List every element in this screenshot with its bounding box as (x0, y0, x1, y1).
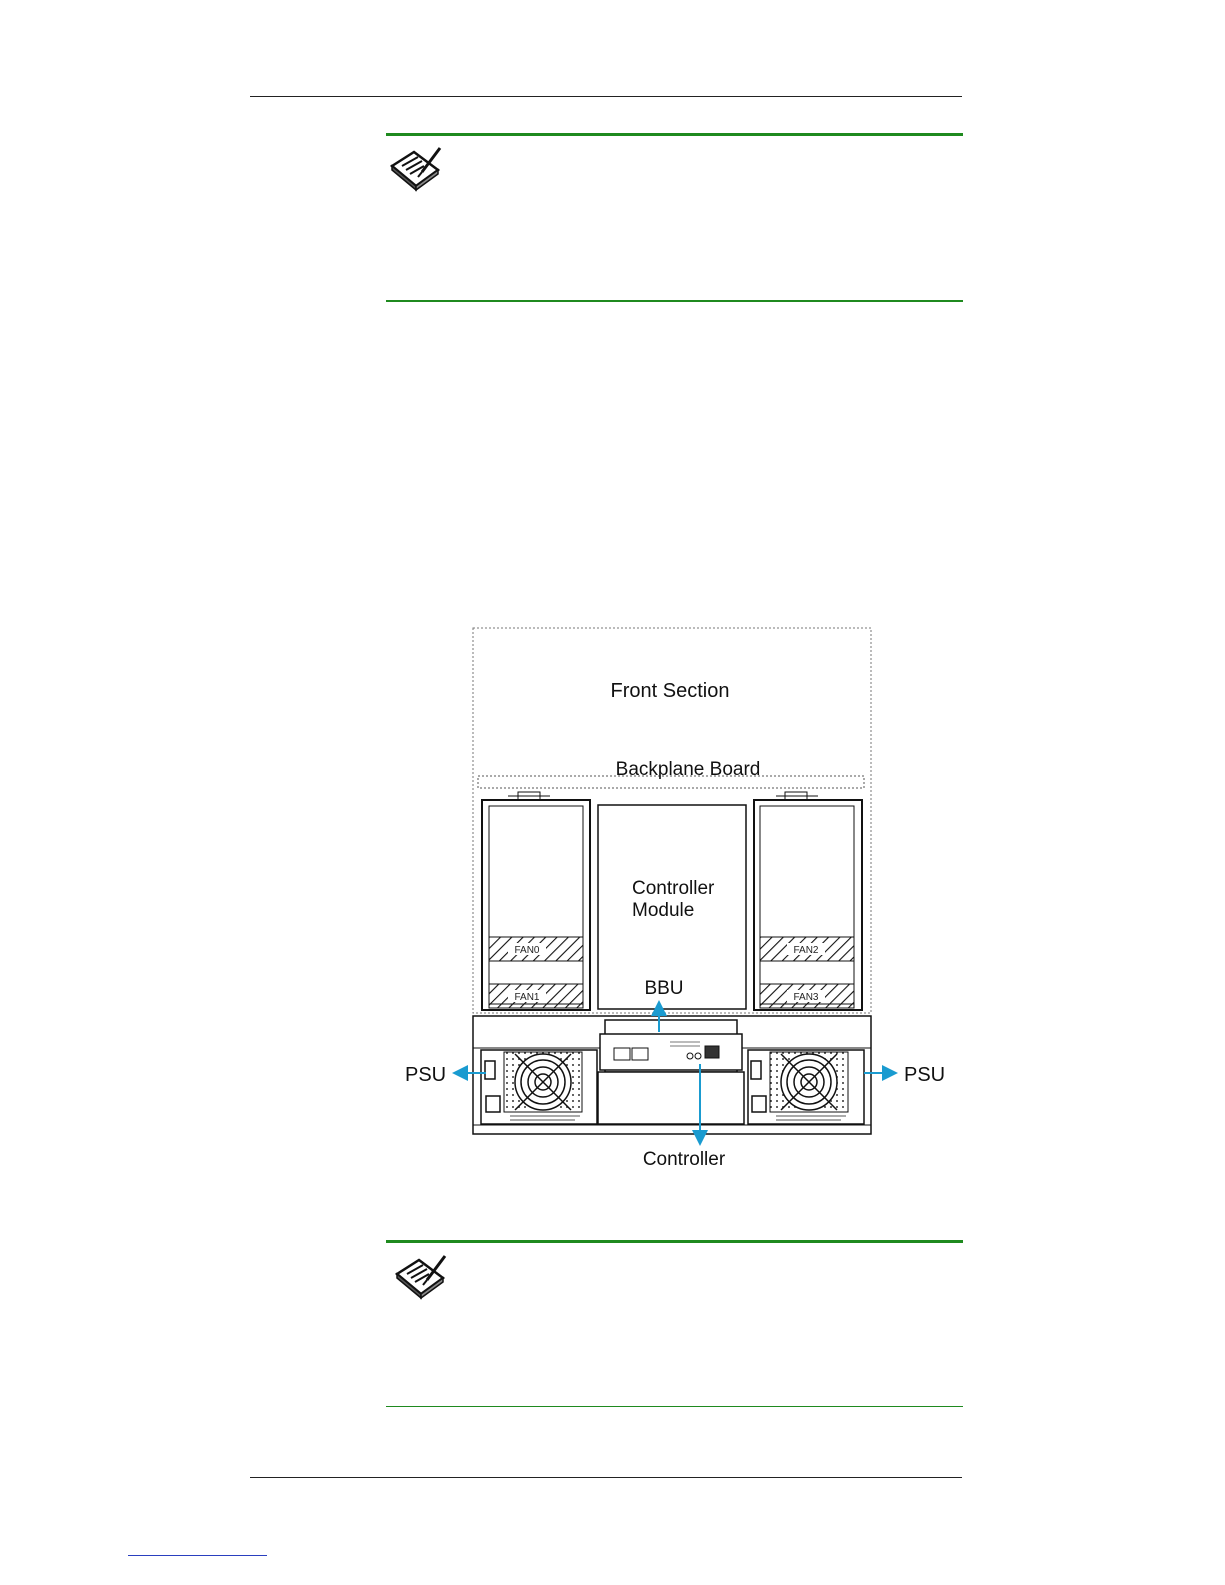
note-bottom-rule-2 (386, 1406, 963, 1407)
controller-board (600, 1034, 742, 1070)
footer-rule (250, 1477, 962, 1478)
backplane-board-label: Backplane Board (615, 759, 761, 780)
fan2-label: FAN2 (793, 945, 819, 956)
note-pencil-icon (393, 1252, 449, 1308)
psu-right-label: PSU (904, 1064, 946, 1086)
note-top-rule-2 (386, 1240, 963, 1243)
controller-module-label-line2: Module (632, 900, 695, 921)
bbu-label: BBU (644, 978, 684, 999)
front-section-label: Front Section (610, 680, 730, 702)
controller-module-label-line1: Controller (632, 878, 715, 899)
fan0-label: FAN0 (514, 945, 540, 956)
fan1-label: FAN1 (514, 992, 540, 1003)
controller-label: Controller (642, 1149, 726, 1170)
fan-bay-right (754, 800, 862, 1010)
fan-bay-left (482, 800, 590, 1010)
psu-left-label: PSU (405, 1064, 447, 1086)
controller-lower (598, 1072, 744, 1124)
fan3-label: FAN3 (793, 992, 819, 1003)
footnote-link-underline[interactable] (128, 1555, 267, 1556)
